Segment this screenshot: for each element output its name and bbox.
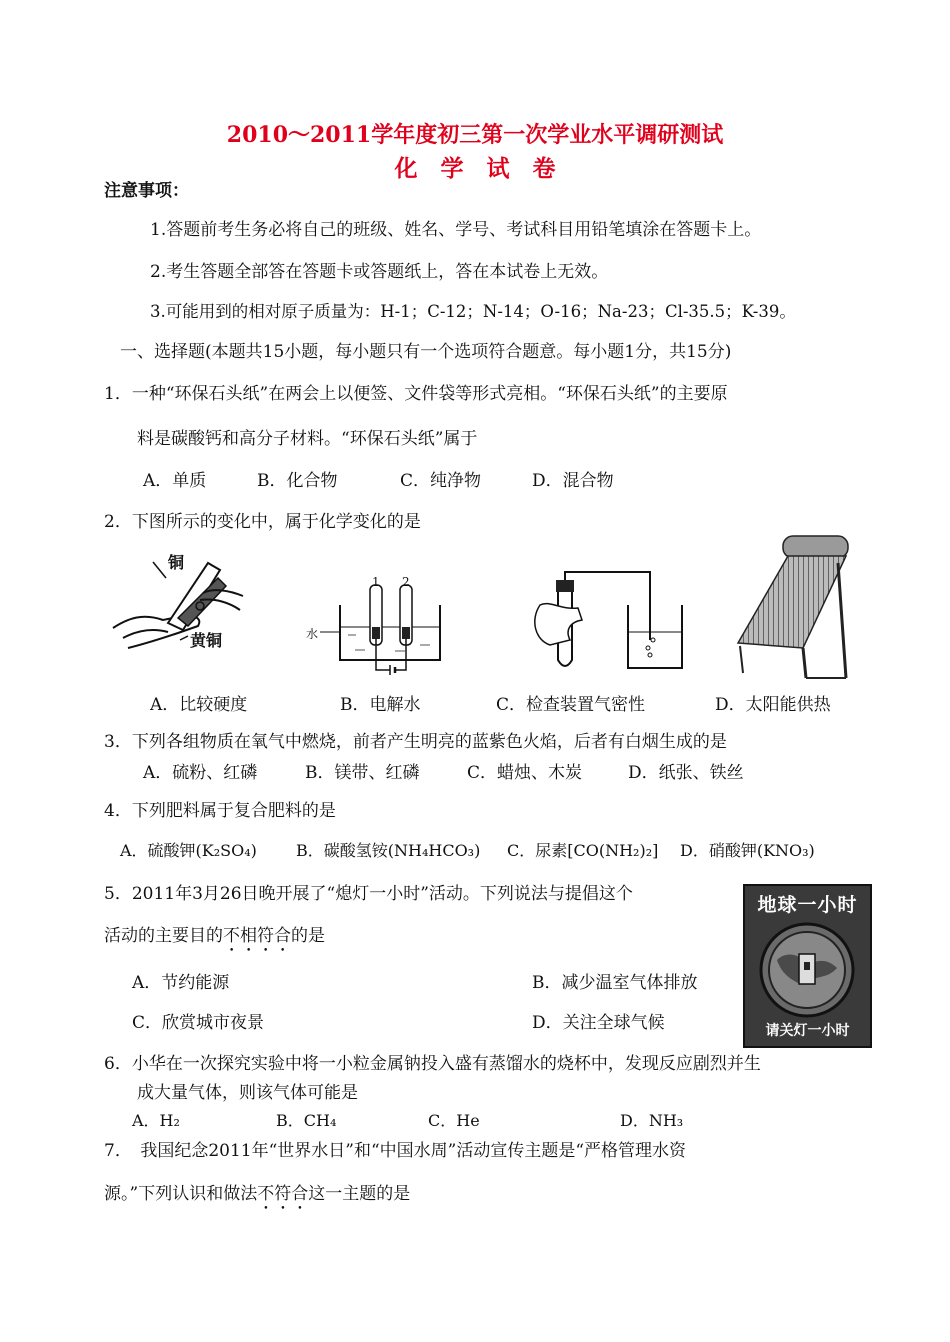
q1-option-c: C．纯净物 — [400, 471, 482, 491]
q7-stem-line1: 7． 我国纪念2011年“世界水日”和“中国水周”活动宣传主题是“严格管理水资 — [104, 1141, 687, 1161]
q6-option-a: A．H₂ — [132, 1111, 180, 1130]
label-copper: 铜 — [168, 553, 185, 572]
notice-item-3: 3.可能用到的相对原子质量为：H-1；C-12；N-14；O-16；Na-23；Cl-35.5；K-39。 — [150, 302, 796, 321]
q2-option-a: A．比较硬度 — [150, 695, 248, 715]
q4-option-c: C．尿素[CO(NH₂)₂] — [507, 841, 659, 860]
q4-option-d: D．硝酸钾(KNO₃) — [680, 841, 815, 860]
q6-option-b: B．CH₄ — [276, 1111, 337, 1130]
q3-option-c: C．蜡烛、木炭 — [467, 763, 583, 783]
section-choice-header: 一、选择题(本题共15小题，每小题只有一个选项符合题意。每小题1分，共15分) — [120, 342, 732, 362]
q7-stem-post: 这一主题的是 — [308, 1184, 411, 1204]
figure-electrolysis — [300, 575, 460, 675]
notice-heading: 注意事项： — [104, 181, 189, 201]
q5-stem-pre: 活动的主要目的 — [104, 926, 223, 946]
notice-item-1: 1.答题前考生务必将自己的班级、姓名、学号、考试科目用铅笔填涂在答题卡上。 — [150, 220, 762, 240]
q7-stem-emphasis: 不符合 — [257, 1184, 309, 1204]
poster-subtitle: 请关灯一小时 — [765, 1023, 850, 1039]
q2-option-b: B．电解水 — [340, 695, 421, 715]
label-brass: 黄铜 — [190, 631, 223, 650]
figure-airtightness-check — [520, 560, 690, 680]
q6-stem-line1: 6．小华在一次探究实验中将一小粒金属钠投入盛有蒸馏水的烧杯中，发现反应剧烈并生 — [104, 1054, 761, 1074]
poster-title: 地球一小时 — [757, 894, 858, 916]
q1-option-b: B．化合物 — [257, 471, 338, 491]
q5-option-b: B．减少温室气体排放 — [532, 973, 698, 993]
q2-option-c: C．检查装置气密性 — [496, 695, 646, 715]
q7-stem-pre: 源。”下列认识和做法 — [104, 1184, 258, 1204]
q5-option-a: A．节约能源 — [132, 973, 230, 993]
q5-stem-post: 的是 — [291, 926, 325, 946]
q5-stem-line2 — [104, 925, 325, 956]
q2-option-d: D．太阳能供热 — [715, 695, 831, 715]
q6-stem-line2: 成大量气体，则该气体可能是 — [137, 1083, 358, 1103]
q6-option-c: C．He — [428, 1111, 480, 1130]
q6-option-d: D．NH₃ — [620, 1111, 684, 1130]
q1-stem-line2: 料是碳酸钙和高分子材料。“环保石头纸”属于 — [137, 429, 478, 449]
figure-solar-heater — [728, 528, 853, 683]
earth-hour-poster — [743, 884, 872, 1048]
q7-stem-line2 — [104, 1183, 410, 1214]
q4-stem: 4．下列肥料属于复合肥料的是 — [104, 801, 336, 821]
q1-option-a: A．单质 — [143, 471, 207, 491]
q4-option-a: A．硫酸钾(K₂SO₄) — [120, 841, 257, 860]
q5-stem-emphasis: 不相符合 — [223, 926, 291, 946]
q3-option-b: B．镁带、红磷 — [305, 763, 420, 783]
exam-title: 2010～2011学年度初三第一次学业水平调研测试 — [226, 122, 724, 148]
label-tube-2: 2 — [402, 575, 410, 589]
q4-option-b: B．碳酸氢铵(NH₄HCO₃) — [296, 841, 481, 860]
label-tube-1: 1 — [372, 575, 380, 589]
q2-stem: 2．下图所示的变化中，属于化学变化的是 — [104, 512, 421, 532]
q1-option-d: D．混合物 — [532, 471, 614, 491]
q5-stem-line1: 5．2011年3月26日晚开展了“熄灯一小时”活动。下列说法与提倡这个 — [104, 884, 633, 904]
q1-stem-line1: 1．一种“环保石头纸”在两会上以便签、文件袋等形式亮相。“环保石头纸”的主要原 — [104, 384, 728, 404]
figure-hardness-comparison — [108, 548, 248, 658]
q3-stem: 3．下列各组物质在氧气中燃烧，前者产生明亮的蓝紫色火焰，后者有白烟生成的是 — [104, 732, 727, 752]
notice-item-2: 2.考生答题全部答在答题卡或答题纸上，答在本试卷上无效。 — [150, 262, 609, 282]
q3-option-a: A．硫粉、红磷 — [143, 763, 258, 783]
label-water: 水 — [306, 627, 319, 641]
q5-option-d: D．关注全球气候 — [532, 1013, 665, 1033]
q5-option-c: C．欣赏城市夜景 — [132, 1013, 265, 1033]
exam-subtitle: 化 学 试 卷 — [394, 155, 556, 182]
q3-option-d: D．纸张、铁丝 — [628, 763, 744, 783]
